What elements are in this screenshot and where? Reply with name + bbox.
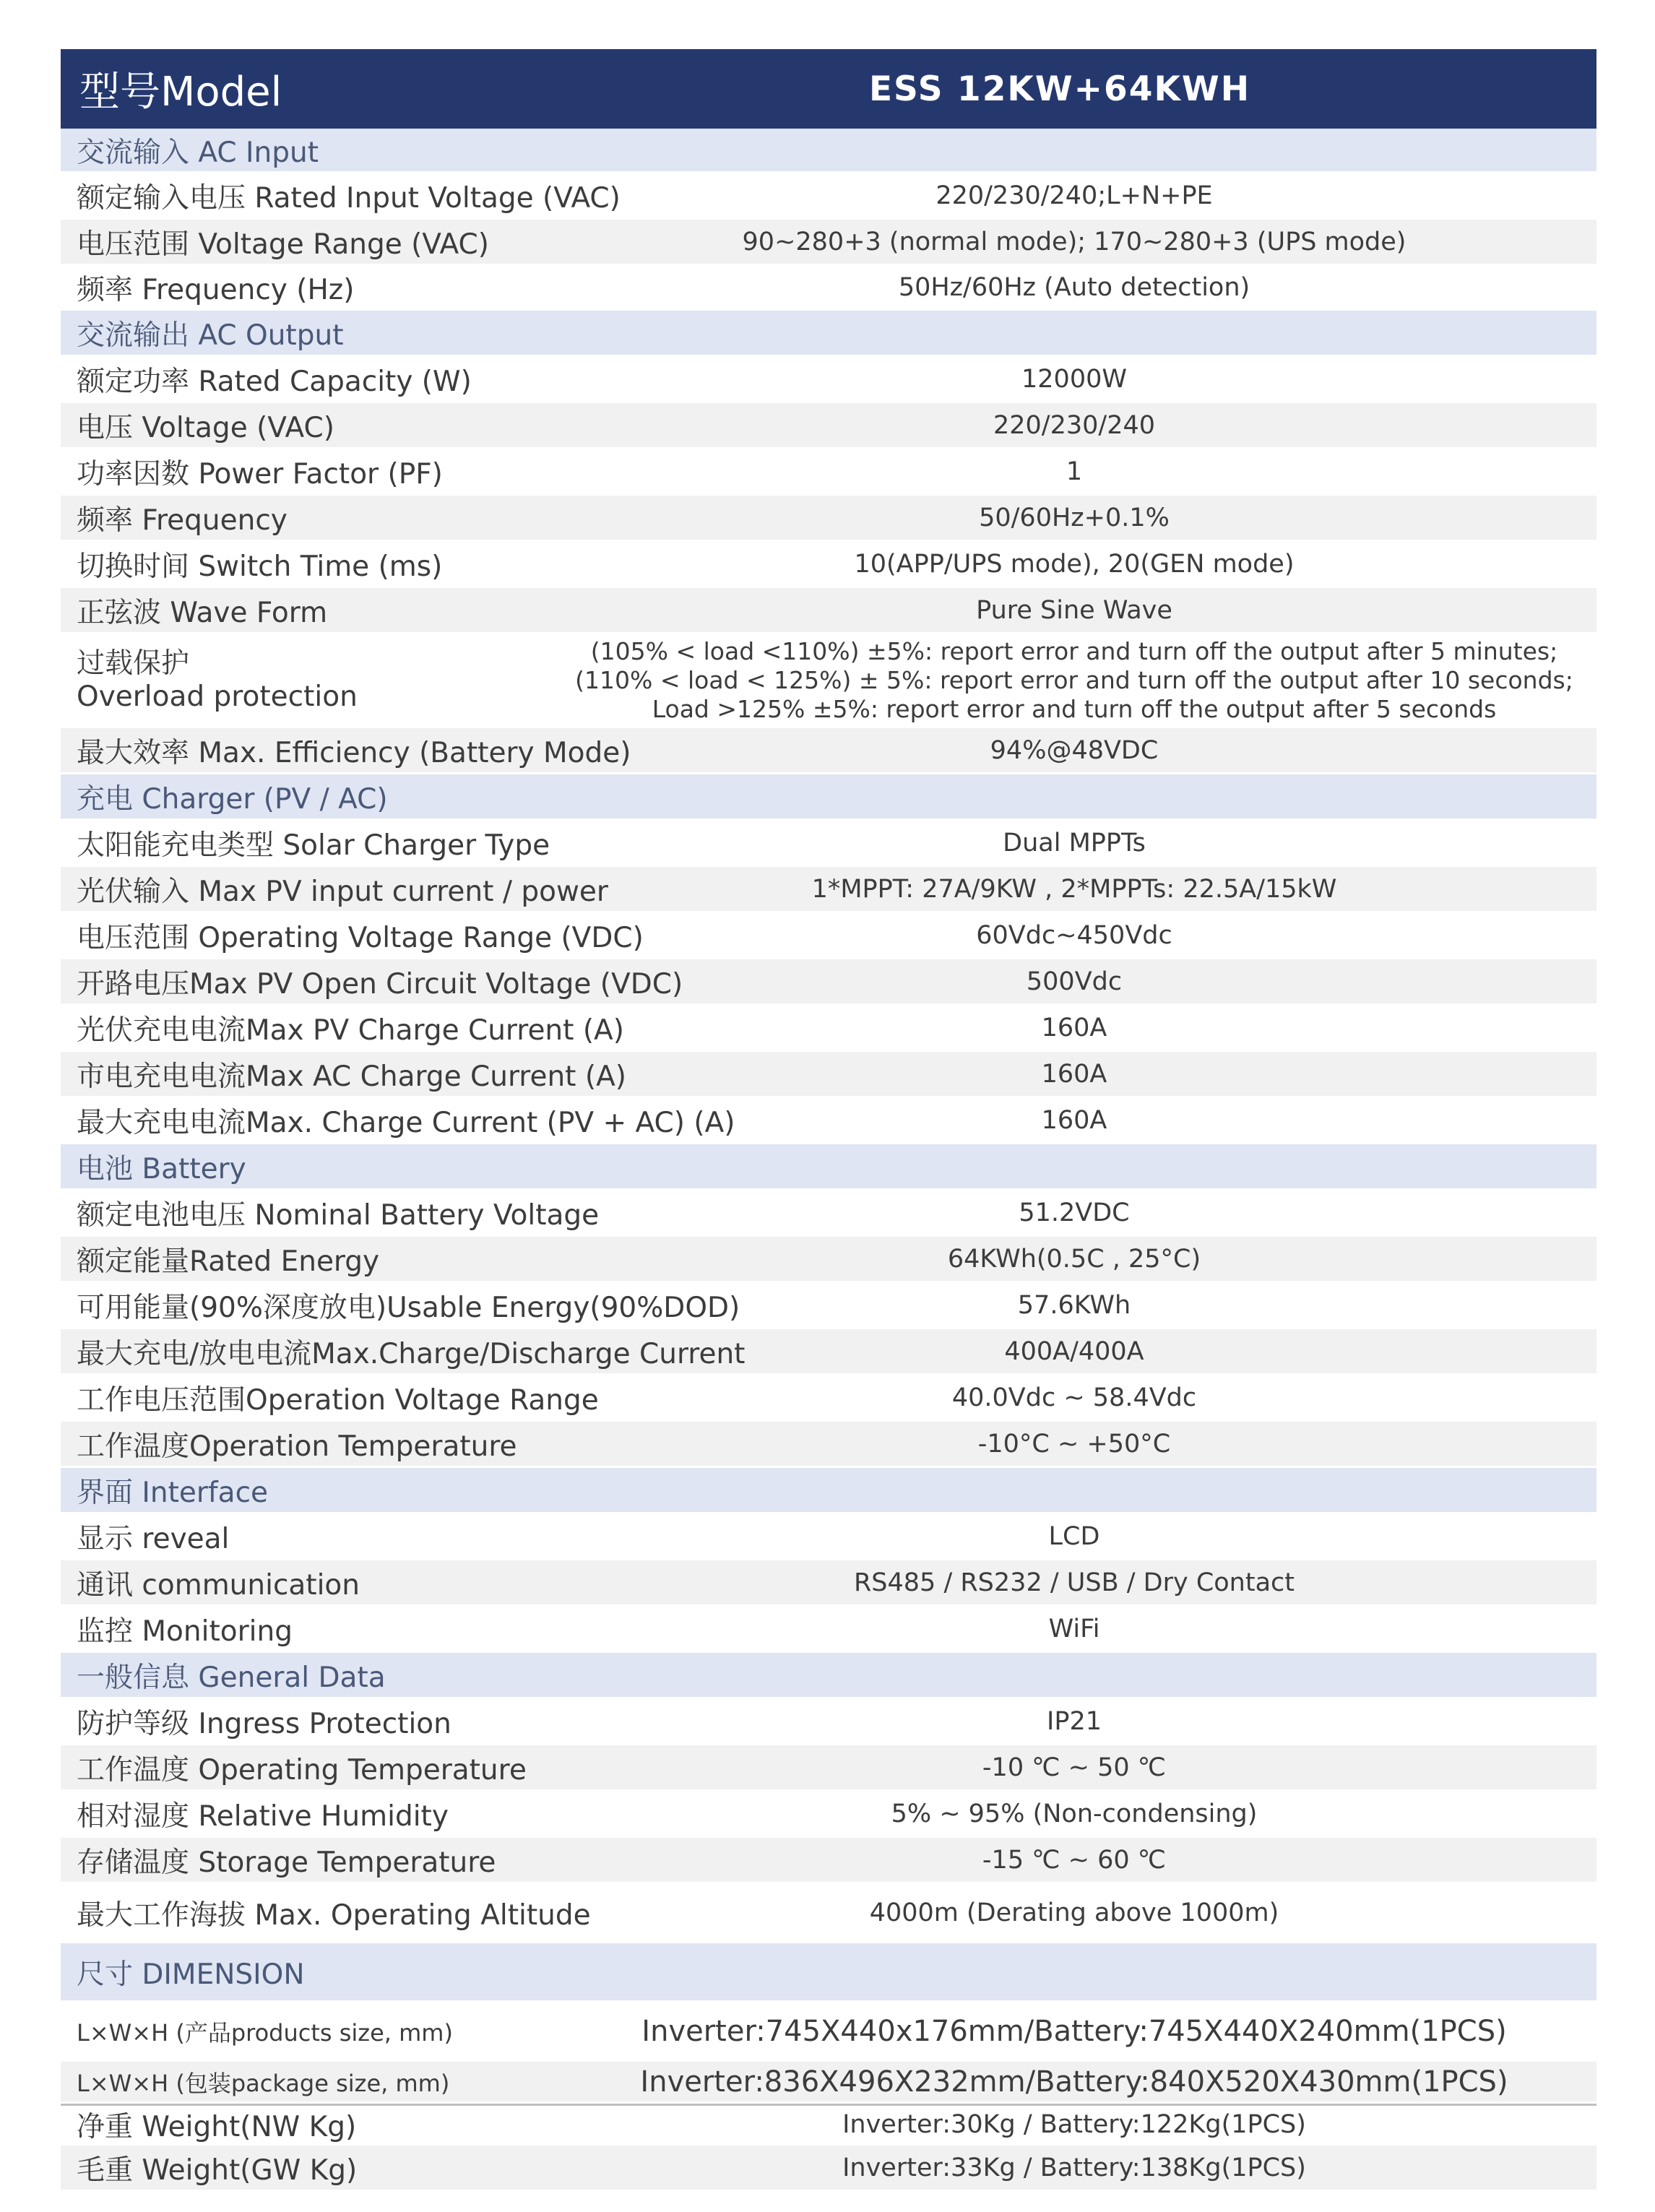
spec-value: LCD [1048, 1521, 1100, 1551]
spec-label: 开路电压Max PV Open Circuit Voltage (VDC) [77, 967, 683, 1001]
spec-row [61, 1699, 1596, 1745]
spec-value-line: (105% < load <110%) ±5%: report error and turn off the output after 5 minutes; [590, 636, 1558, 665]
spec-row [61, 1237, 1596, 1283]
spec-value: 50Hz/60Hz (Auto detection) [898, 272, 1250, 302]
spec-value: 57.6KWh [1017, 1290, 1131, 1320]
spec-value-line: Load >125% ±5%: report error and turn off the output after 5 seconds [652, 694, 1497, 723]
spec-label: 毛重 Weight(GW Kg) [77, 2153, 358, 2187]
spec-label: 相对湿度 Relative Humidity [77, 1800, 449, 1833]
spec-row [61, 403, 1596, 449]
spec-label: 切换时间 Switch Time (ms) [77, 550, 443, 583]
spec-label: 电压范围 Operating Voltage Range (VDC) [77, 921, 644, 954]
spec-label: 最大效率 Max. Efficiency (Battery Mode) [77, 736, 631, 769]
spec-value: 500Vdc [1026, 967, 1123, 996]
spec-value: RS485 / RS232 / USB / Dry Contact [853, 1568, 1295, 1597]
section-header [61, 1653, 1596, 1699]
spec-row [61, 634, 1596, 728]
model-value: ESS 12KW+64KWH [868, 69, 1251, 109]
spec-value: 220/230/240;L+N+PE [935, 181, 1213, 210]
spec-row [61, 1884, 1596, 1943]
model-header [61, 49, 1596, 129]
spec-value: Inverter:836X496X232mm/Battery:840X520X430mm(1PCS) [640, 2065, 1508, 2099]
spec-row [61, 1560, 1596, 1607]
spec-label: 市电充电电流Max AC Charge Current (A) [77, 1060, 626, 1093]
spec-label: 最大充电/放电电流Max.Charge/Discharge Current [77, 1337, 746, 1370]
spec-value: 220/230/240 [993, 410, 1155, 440]
spec-row [61, 1283, 1596, 1329]
spec-label: 光伏输入 Max PV input current / power [77, 875, 608, 908]
spec-row [61, 913, 1596, 959]
spec-label-line: Overload protection [77, 680, 358, 713]
spec-row [61, 2062, 1596, 2104]
spec-label [61, 647, 566, 714]
spec-label: 额定功率 Rated Capacity (W) [77, 365, 472, 398]
spec-value: 90~280+3 (normal mode); 170~280+3 (UPS mode) [742, 227, 1406, 256]
spec-value: Inverter:33Kg / Battery:138Kg(1PCS) [842, 2153, 1306, 2182]
spec-value: 4000m (Derating above 1000m) [869, 1898, 1279, 1927]
spec-label: 功率因数 Power Factor (PF) [77, 457, 443, 491]
spec-label: 额定输入电压 Rated Input Voltage (VAC) [77, 181, 621, 215]
spec-row [61, 1838, 1596, 1884]
spec-value: 5% ~ 95% (Non-condensing) [891, 1799, 1258, 1828]
spec-value: 1*MPPT: 27A/9KW , 2*MPPTs: 22.5A/15kW [811, 874, 1337, 904]
spec-row [61, 588, 1596, 634]
section-header [61, 1468, 1596, 1514]
spec-sheet [61, 49, 1596, 2192]
spec-value: WiFi [1048, 1614, 1100, 1643]
spec-label: 最大充电电流Max. Charge Current (PV + AC) (A) [77, 1106, 735, 1139]
spec-row [61, 959, 1596, 1006]
spec-label: 工作温度Operation Temperature [77, 1430, 517, 1463]
spec-label: 可用能量(90%深度放电)Usable Energy(90%DOD) [77, 1291, 740, 1324]
spec-label: 显示 reveal [77, 1522, 230, 1555]
spec-row [61, 1514, 1596, 1560]
spec-row [61, 1792, 1596, 1838]
spec-label: 频率 Frequency [77, 504, 288, 537]
spec-row [61, 1006, 1596, 1052]
spec-value: 64KWh(0.5C , 25°C) [947, 1244, 1201, 1274]
spec-value: 60Vdc~450Vdc [976, 920, 1172, 950]
model-label: 型号Model [79, 69, 282, 116]
section-header [61, 774, 1596, 821]
spec-label: 一般信息 General Data [77, 1661, 386, 1694]
spec-label: 最大工作海拔 Max. Operating Altitude [77, 1898, 591, 1932]
spec-value: 50/60Hz+0.1% [979, 503, 1170, 532]
spec-row [61, 496, 1596, 542]
spec-value: 160A [1041, 1105, 1107, 1135]
spec-row [61, 449, 1596, 496]
spec-value: 160A [1041, 1013, 1107, 1042]
spec-row [61, 1375, 1596, 1422]
spec-value: 40.0Vdc ~ 58.4Vdc [951, 1383, 1197, 1412]
spec-label: 额定能量Rated Energy [77, 1245, 380, 1278]
spec-row [61, 1191, 1596, 1237]
spec-label: L×W×H (包装package size, mm) [77, 2069, 450, 2097]
spec-label: 光伏充电电流Max PV Charge Current (A) [77, 1014, 624, 1047]
spec-row [61, 2146, 1596, 2192]
spec-row [61, 2104, 1596, 2146]
spec-row [61, 867, 1596, 913]
spec-value: 12000W [1021, 364, 1127, 394]
spec-label: 存储温度 Storage Temperature [77, 1846, 496, 1879]
spec-row [61, 542, 1596, 588]
spec-row [61, 2003, 1596, 2062]
spec-value: IP21 [1047, 1706, 1102, 1736]
spec-row [61, 1745, 1596, 1792]
spec-value [566, 637, 1596, 724]
spec-row [61, 1052, 1596, 1098]
spec-value: 1 [1066, 457, 1083, 486]
spec-label: 电压 Voltage (VAC) [77, 411, 334, 444]
section-header [61, 1943, 1596, 2003]
spec-label: 正弦波 Wave Form [77, 596, 328, 629]
section-header [61, 311, 1596, 357]
spec-value: 10(APP/UPS mode), 20(GEN mode) [854, 549, 1295, 579]
spec-label: 频率 Frequency (Hz) [77, 273, 355, 306]
spec-row [61, 357, 1596, 403]
spec-label: 工作电压范围Operation Voltage Range [77, 1383, 599, 1417]
section-header [61, 129, 1596, 173]
spec-value: 51.2VDC [1019, 1198, 1130, 1227]
spec-value-line: (110% < load < 125%) ± 5%: report error and turn off the output after 10 seconds; [575, 665, 1573, 694]
spec-label: L×W×H (产品products size, mm) [77, 2018, 453, 2047]
spec-row [61, 821, 1596, 867]
spec-row [61, 728, 1596, 774]
spec-label: 防护等级 Ingress Protection [77, 1707, 451, 1740]
spec-label: 工作温度 Operating Temperature [77, 1753, 527, 1787]
spec-value: 160A [1041, 1059, 1107, 1089]
spec-value: -10 ℃ ~ 50 ℃ [982, 1753, 1167, 1782]
spec-value: -10°C ~ +50°C [977, 1429, 1171, 1459]
spec-label: 尺寸 DIMENSION [77, 1958, 305, 1991]
spec-value: Inverter:30Kg / Battery:122Kg(1PCS) [842, 2110, 1306, 2139]
spec-table [61, 129, 1596, 2192]
spec-value: 400A/400A [1004, 1336, 1144, 1366]
spec-value: -15 ℃ ~ 60 ℃ [982, 1845, 1167, 1875]
spec-row [61, 266, 1596, 311]
spec-label: 交流输出 AC Output [77, 319, 344, 352]
spec-label-line: 过载保护 [77, 647, 190, 680]
spec-label: 太阳能充电类型 Solar Charger Type [77, 829, 550, 862]
spec-label: 交流输入 AC Input [77, 136, 319, 169]
spec-label: 充电 Charger (PV / AC) [77, 782, 388, 816]
spec-row [61, 1607, 1596, 1653]
spec-row [61, 1329, 1596, 1375]
spec-label: 界面 Interface [77, 1476, 269, 1509]
spec-row [61, 1098, 1596, 1144]
spec-label: 电池 Battery [77, 1152, 246, 1185]
spec-label: 净重 Weight(NW Kg) [77, 2111, 357, 2143]
spec-label: 电压范围 Voltage Range (VAC) [77, 228, 489, 261]
spec-row [61, 1422, 1596, 1468]
spec-label: 通讯 communication [77, 1568, 360, 1602]
spec-value: 94%@48VDC [990, 735, 1159, 765]
section-header [61, 1144, 1596, 1191]
spec-label: 额定电池电压 Nominal Battery Voltage [77, 1198, 600, 1232]
spec-value: Pure Sine Wave [976, 595, 1172, 625]
spec-row [61, 220, 1596, 266]
spec-label: 监控 Monitoring [77, 1615, 293, 1648]
spec-value: Dual MPPTs [1003, 828, 1146, 857]
spec-row [61, 173, 1596, 220]
spec-value: Inverter:745X440x176mm/Battery:745X440X240mm(1PCS) [641, 2014, 1507, 2048]
